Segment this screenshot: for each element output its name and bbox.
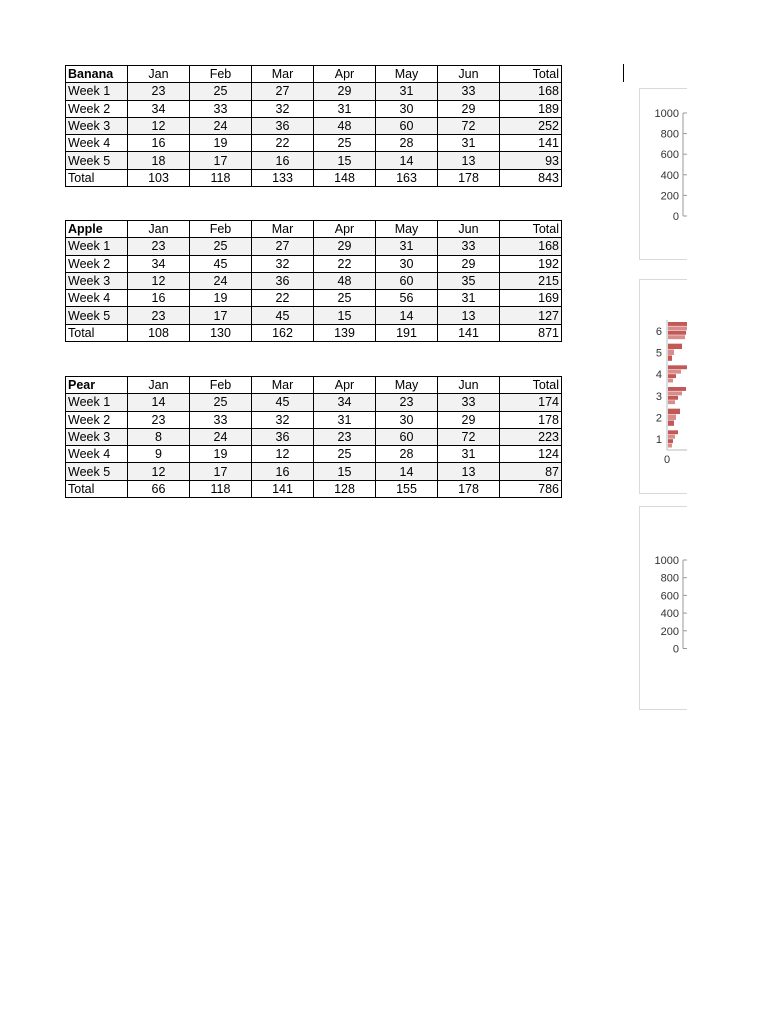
table-row (66, 100, 562, 117)
value-cell[interactable]: 31 (376, 238, 438, 255)
value-cell[interactable]: 14 (376, 463, 438, 480)
bar (668, 396, 678, 400)
value-cell[interactable]: 60 (376, 428, 438, 445)
column-total-cell[interactable]: 178 (438, 480, 500, 497)
value-cell[interactable]: 18 (128, 152, 190, 169)
value-cell[interactable]: 33 (190, 411, 252, 428)
value-cell[interactable]: 72 (438, 117, 500, 134)
value-cell[interactable]: 12 (128, 117, 190, 134)
value-cell[interactable]: 24 (190, 272, 252, 289)
value-cell[interactable]: 12 (252, 446, 314, 463)
value-cell[interactable]: 33 (190, 100, 252, 117)
total-header-cell[interactable]: Total (500, 221, 562, 238)
value-cell[interactable]: 33 (438, 394, 500, 411)
row-label-cell[interactable]: Week 3 (66, 428, 128, 445)
row-total-cell[interactable]: 215 (500, 272, 562, 289)
table-row (66, 463, 562, 480)
value-cell[interactable]: 13 (438, 463, 500, 480)
value-cell[interactable]: 19 (190, 446, 252, 463)
month-header-cell[interactable]: Apr (314, 377, 376, 394)
column-total-cell[interactable]: 141 (252, 480, 314, 497)
month-header-cell[interactable]: Mar (252, 377, 314, 394)
value-cell[interactable]: 17 (190, 152, 252, 169)
value-cell[interactable]: 31 (314, 411, 376, 428)
table-title-cell[interactable]: Banana (66, 66, 128, 83)
table-header-row (66, 221, 562, 238)
value-cell[interactable]: 36 (252, 428, 314, 445)
value-cell[interactable]: 22 (314, 255, 376, 272)
row-label-cell[interactable]: Week 5 (66, 152, 128, 169)
y-tick-label: 200 (660, 625, 679, 638)
month-header-cell[interactable]: Apr (314, 66, 376, 83)
value-cell[interactable]: 9 (128, 446, 190, 463)
value-cell[interactable]: 16 (252, 152, 314, 169)
value-cell[interactable]: 16 (252, 463, 314, 480)
totals-label-cell[interactable]: Total (66, 169, 128, 186)
bar (668, 379, 673, 383)
bar (668, 444, 672, 448)
row-label-cell[interactable]: Week 4 (66, 446, 128, 463)
value-cell[interactable]: 28 (376, 446, 438, 463)
value-cell[interactable]: 15 (314, 152, 376, 169)
column-total-cell[interactable]: 118 (190, 480, 252, 497)
table-row (66, 411, 562, 428)
grand-total-cell[interactable]: 786 (500, 480, 562, 497)
month-header-cell[interactable]: Apr (314, 221, 376, 238)
row-total-cell[interactable]: 124 (500, 446, 562, 463)
chart-svg (640, 507, 687, 710)
table-header-row (66, 66, 562, 83)
y-tick-label: 1000 (654, 555, 679, 567)
value-cell[interactable]: 24 (190, 117, 252, 134)
column-total-cell[interactable]: 163 (376, 169, 438, 186)
table-row (66, 446, 562, 463)
bar (668, 430, 678, 434)
value-cell[interactable]: 29 (314, 83, 376, 100)
bar (668, 387, 686, 391)
value-cell[interactable]: 17 (190, 463, 252, 480)
month-header-cell[interactable]: Jun (438, 221, 500, 238)
value-cell[interactable]: 8 (128, 428, 190, 445)
row-total-cell[interactable]: 174 (500, 394, 562, 411)
table-row (66, 290, 562, 307)
value-cell[interactable]: 24 (190, 428, 252, 445)
value-cell[interactable]: 12 (128, 272, 190, 289)
month-header-cell[interactable]: Jan (128, 221, 190, 238)
value-cell[interactable]: 14 (376, 152, 438, 169)
row-label-cell[interactable]: Week 3 (66, 272, 128, 289)
value-cell[interactable]: 25 (314, 135, 376, 152)
value-cell[interactable]: 31 (438, 290, 500, 307)
value-cell[interactable]: 29 (438, 411, 500, 428)
bar (668, 331, 686, 335)
value-cell[interactable]: 23 (314, 428, 376, 445)
table-row (66, 428, 562, 445)
column-total-cell[interactable]: 141 (438, 324, 500, 341)
value-cell[interactable]: 16 (128, 135, 190, 152)
value-cell[interactable]: 25 (190, 83, 252, 100)
column-total-cell[interactable]: 130 (190, 324, 252, 341)
table-row (66, 272, 562, 289)
month-header-cell[interactable]: May (376, 66, 438, 83)
value-cell[interactable]: 22 (252, 290, 314, 307)
chart-bottom[interactable] (639, 506, 687, 710)
bar (668, 322, 687, 326)
value-cell[interactable]: 15 (314, 463, 376, 480)
value-cell[interactable]: 22 (252, 135, 314, 152)
month-header-cell[interactable]: May (376, 377, 438, 394)
bar (668, 415, 676, 420)
category-label: 2 (655, 412, 662, 425)
bar (668, 391, 682, 395)
column-total-cell[interactable]: 133 (252, 169, 314, 186)
bar (668, 370, 681, 374)
table-row (66, 238, 562, 255)
value-cell[interactable]: 23 (128, 83, 190, 100)
value-cell[interactable]: 60 (376, 117, 438, 134)
row-total-cell[interactable]: 252 (500, 117, 562, 134)
row-label-cell[interactable]: Week 2 (66, 100, 128, 117)
y-tick-label: 400 (660, 608, 679, 621)
value-cell[interactable]: 32 (252, 411, 314, 428)
bar (668, 409, 680, 414)
column-total-cell[interactable]: 155 (376, 480, 438, 497)
month-header-cell[interactable]: Jun (438, 66, 500, 83)
value-cell[interactable]: 31 (376, 83, 438, 100)
grand-total-cell[interactable]: 871 (500, 324, 562, 341)
value-cell[interactable]: 28 (376, 135, 438, 152)
value-cell[interactable]: 12 (128, 463, 190, 480)
row-label-cell[interactable]: Week 2 (66, 411, 128, 428)
row-label-cell[interactable]: Week 4 (66, 290, 128, 307)
row-label-cell[interactable]: Week 1 (66, 394, 128, 411)
value-cell[interactable]: 48 (314, 117, 376, 134)
table-banana (65, 65, 562, 187)
value-cell[interactable]: 45 (190, 255, 252, 272)
category-label: 1 (655, 434, 662, 447)
table-row (66, 135, 562, 152)
totals-label-cell[interactable]: Total (66, 324, 128, 341)
table-row (66, 152, 562, 169)
bar (668, 355, 672, 360)
month-header-cell[interactable]: Mar (252, 66, 314, 83)
bar (668, 435, 675, 439)
row-label-cell[interactable]: Week 3 (66, 117, 128, 134)
value-cell[interactable]: 45 (252, 394, 314, 411)
value-cell[interactable]: 27 (252, 83, 314, 100)
value-cell[interactable]: 60 (376, 272, 438, 289)
table-row (66, 255, 562, 272)
value-cell[interactable]: 33 (438, 83, 500, 100)
value-cell[interactable]: 36 (252, 117, 314, 134)
bar (668, 326, 687, 330)
value-cell[interactable]: 33 (438, 238, 500, 255)
column-total-cell[interactable]: 178 (438, 169, 500, 186)
table-row (66, 394, 562, 411)
value-cell[interactable]: 25 (314, 446, 376, 463)
bar (668, 400, 675, 404)
bar (668, 374, 676, 378)
row-total-cell[interactable]: 178 (500, 411, 562, 428)
month-header-cell[interactable]: Feb (190, 221, 252, 238)
category-label: 6 (655, 325, 662, 338)
row-total-cell[interactable]: 223 (500, 428, 562, 445)
chart-svg (640, 280, 687, 494)
category-label: 4 (655, 369, 662, 382)
value-cell[interactable]: 29 (438, 100, 500, 117)
column-total-cell[interactable]: 191 (376, 324, 438, 341)
bar (668, 439, 673, 443)
totals-label-cell[interactable]: Total (66, 480, 128, 497)
column-total-cell[interactable]: 139 (314, 324, 376, 341)
column-total-cell[interactable]: 148 (314, 169, 376, 186)
month-header-cell[interactable]: Jun (438, 377, 500, 394)
month-header-cell[interactable]: Mar (252, 221, 314, 238)
bar (668, 365, 687, 369)
value-cell[interactable]: 56 (376, 290, 438, 307)
row-label-cell[interactable]: Week 4 (66, 135, 128, 152)
value-cell[interactable]: 17 (190, 307, 252, 324)
value-cell[interactable]: 15 (314, 307, 376, 324)
table-row (66, 307, 562, 324)
month-header-cell[interactable]: Feb (190, 66, 252, 83)
value-cell[interactable]: 31 (438, 135, 500, 152)
table-totals-row (66, 480, 562, 497)
table-title-cell[interactable]: Pear (66, 377, 128, 394)
table-row (66, 83, 562, 100)
y-tick-label: 0 (672, 643, 679, 656)
row-total-cell[interactable]: 192 (500, 255, 562, 272)
value-cell[interactable]: 14 (376, 307, 438, 324)
y-tick-label: 400 (660, 169, 679, 182)
column-total-cell[interactable]: 66 (128, 480, 190, 497)
row-label-cell[interactable]: Week 1 (66, 238, 128, 255)
value-cell[interactable]: 19 (190, 135, 252, 152)
row-label-cell[interactable]: Week 2 (66, 255, 128, 272)
chart-top[interactable] (639, 88, 687, 260)
row-label-cell[interactable]: Week 1 (66, 83, 128, 100)
row-label-cell[interactable]: Week 5 (66, 463, 128, 480)
y-tick-label: 800 (660, 572, 679, 585)
value-cell[interactable]: 34 (128, 255, 190, 272)
value-cell[interactable]: 19 (190, 290, 252, 307)
row-total-cell[interactable]: 141 (500, 135, 562, 152)
value-cell[interactable]: 30 (376, 255, 438, 272)
value-cell[interactable]: 36 (252, 272, 314, 289)
row-label-cell[interactable]: Week 5 (66, 307, 128, 324)
value-cell[interactable]: 14 (128, 394, 190, 411)
column-total-cell[interactable]: 108 (128, 324, 190, 341)
value-cell[interactable]: 23 (376, 394, 438, 411)
value-cell[interactable]: 45 (252, 307, 314, 324)
y-tick-label: 800 (660, 128, 679, 141)
month-header-cell[interactable]: Jan (128, 377, 190, 394)
value-cell[interactable]: 34 (314, 394, 376, 411)
bar (668, 335, 685, 339)
column-total-cell[interactable]: 118 (190, 169, 252, 186)
value-cell[interactable]: 13 (438, 307, 500, 324)
value-cell[interactable]: 25 (314, 290, 376, 307)
row-total-cell[interactable]: 93 (500, 152, 562, 169)
y-tick-label: 600 (660, 149, 679, 162)
grand-total-cell[interactable]: 843 (500, 169, 562, 186)
month-header-cell[interactable]: Feb (190, 377, 252, 394)
value-cell[interactable]: 72 (438, 428, 500, 445)
row-total-cell[interactable]: 87 (500, 463, 562, 480)
category-label: 5 (655, 347, 662, 360)
month-header-cell[interactable]: Jan (128, 66, 190, 83)
value-cell[interactable]: 25 (190, 238, 252, 255)
value-cell[interactable]: 23 (128, 411, 190, 428)
value-cell[interactable]: 13 (438, 152, 500, 169)
value-cell[interactable]: 16 (128, 290, 190, 307)
value-cell[interactable]: 30 (376, 411, 438, 428)
value-cell[interactable]: 48 (314, 272, 376, 289)
table-pear (65, 376, 562, 498)
value-cell[interactable]: 27 (252, 238, 314, 255)
value-cell[interactable]: 30 (376, 100, 438, 117)
table-totals-row (66, 324, 562, 341)
table-totals-row (66, 169, 562, 186)
row-total-cell[interactable]: 169 (500, 290, 562, 307)
month-header-cell[interactable]: May (376, 221, 438, 238)
row-total-cell[interactable]: 189 (500, 100, 562, 117)
row-total-cell[interactable]: 168 (500, 238, 562, 255)
chart-svg (640, 89, 687, 260)
column-total-cell[interactable]: 162 (252, 324, 314, 341)
total-header-cell[interactable]: Total (500, 66, 562, 83)
bar (668, 344, 682, 349)
value-cell[interactable]: 32 (252, 100, 314, 117)
table-row (66, 117, 562, 134)
y-tick-label: 1000 (654, 108, 679, 120)
y-tick-label: 200 (660, 190, 679, 203)
chart-middle[interactable] (639, 279, 687, 494)
value-cell[interactable]: 23 (128, 307, 190, 324)
value-cell[interactable]: 32 (252, 255, 314, 272)
total-header-cell[interactable]: Total (500, 377, 562, 394)
value-cell[interactable]: 31 (438, 446, 500, 463)
value-cell[interactable]: 25 (190, 394, 252, 411)
value-cell[interactable]: 35 (438, 272, 500, 289)
table-title-cell[interactable]: Apple (66, 221, 128, 238)
column-total-cell[interactable]: 128 (314, 480, 376, 497)
text-cursor (623, 64, 624, 82)
value-cell[interactable]: 29 (314, 238, 376, 255)
table-header-row (66, 377, 562, 394)
bar (668, 350, 674, 355)
value-cell[interactable]: 34 (128, 100, 190, 117)
y-tick-label: 600 (660, 590, 679, 603)
table-apple (65, 220, 562, 342)
category-label: 3 (655, 390, 662, 403)
value-cell[interactable]: 23 (128, 238, 190, 255)
row-total-cell[interactable]: 127 (500, 307, 562, 324)
bar (668, 420, 674, 425)
y-tick-label: 0 (672, 211, 679, 223)
x-tick-label: 0 (663, 454, 671, 466)
value-cell[interactable]: 29 (438, 255, 500, 272)
value-cell[interactable]: 31 (314, 100, 376, 117)
row-total-cell[interactable]: 168 (500, 83, 562, 100)
column-total-cell[interactable]: 103 (128, 169, 190, 186)
